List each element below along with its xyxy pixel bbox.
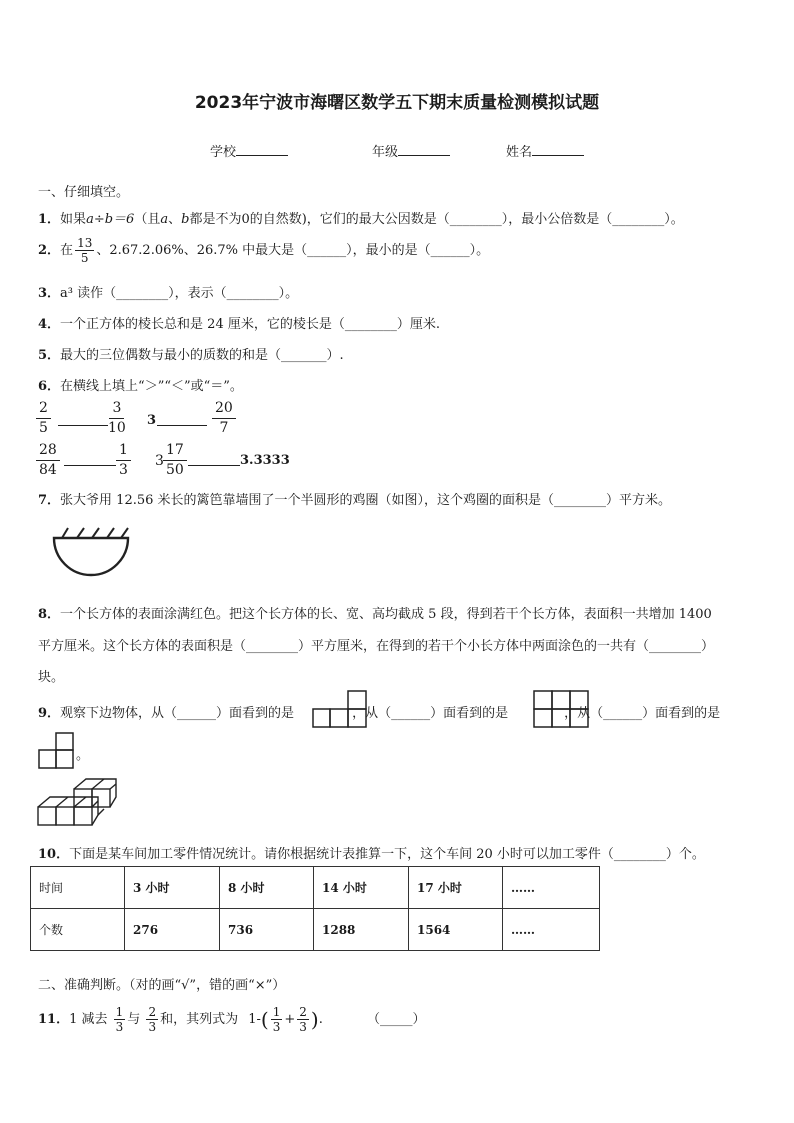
table-cell: 个数 bbox=[31, 909, 125, 951]
question-9: 9．观察下边物体，从（______）面看到的是 ，从（______）面看到的是 ，从（______）面看到的是 bbox=[38, 706, 721, 721]
comparison-blank[interactable] bbox=[157, 425, 207, 426]
comparison-blank[interactable] bbox=[58, 425, 108, 426]
table-cell: 8 小时 bbox=[220, 867, 314, 909]
fraction-20-7: 20 7 bbox=[212, 399, 236, 438]
production-table bbox=[30, 866, 600, 951]
question-5: 5．最大的三位偶数与最小的质数的和是（_______）. bbox=[38, 348, 344, 363]
fraction-17-50: 17 50 bbox=[163, 441, 187, 480]
question-9-end: 。 bbox=[76, 748, 90, 763]
table-cell: 736 bbox=[220, 909, 314, 951]
grade-label: 年级 bbox=[372, 145, 399, 160]
fraction-13-5: $\frac{13}{5}$ bbox=[77, 236, 93, 265]
comparison-blank[interactable] bbox=[188, 465, 240, 466]
question-7: 7．张大爷用 12.56 米长的篱笆靠墙围了一个半圆形的鸡圈（如图），这个鸡圈的面积是（________）平方米。 bbox=[38, 493, 672, 508]
question-8-line3: 块。 bbox=[38, 670, 65, 685]
view-shape-3 bbox=[38, 732, 78, 770]
table-cell: 3 小时 bbox=[125, 867, 220, 909]
grade-field[interactable] bbox=[372, 141, 450, 160]
comparison-blank[interactable] bbox=[64, 465, 116, 466]
answer-blank[interactable]: （_____） bbox=[367, 1012, 426, 1027]
name-label: 姓名 bbox=[506, 145, 533, 160]
view-shape-1 bbox=[312, 690, 368, 728]
semicircle-pen-figure bbox=[48, 522, 134, 584]
fraction-28-84: 28 84 bbox=[36, 441, 60, 480]
table-row bbox=[31, 867, 600, 909]
question-10: 10．下面是某车间加工零件情况统计。请你根据统计表推算一下，这个车间 20 小时可以加工零件（________）个。 bbox=[38, 847, 705, 862]
question-1: 1．如果a÷b＝6（且a、b都是不为0的自然数)，它们的最大公因数是（________），最小公倍数是（________）。 bbox=[38, 212, 684, 227]
cube-stack-figure bbox=[36, 777, 120, 827]
whole-number-3: 3 bbox=[147, 413, 157, 428]
name-field[interactable] bbox=[506, 141, 584, 160]
table-cell: …… bbox=[503, 867, 600, 909]
table-cell: 276 bbox=[125, 909, 220, 951]
question-4: 4．一个正方体的棱长总和是 24 厘米，它的棱长是（________）厘米. bbox=[38, 317, 440, 332]
page-title: 2023年宁波市海曙区数学五下期末质量检测模拟试题 bbox=[194, 93, 600, 113]
question-3: 3．a³ 读作（________），表示（________）。 bbox=[38, 286, 299, 301]
decimal-3-3333: 3.3333 bbox=[240, 453, 290, 468]
question-8-line2: 平方厘米。这个长方体的表面积是（________）平方厘米，在得到的若干个小长方体中两面涂色的一共有（________） bbox=[38, 639, 715, 654]
question-2: 2．在 $\frac{13}{5}$ 、2.67.2.06%、26.7% 中最大是（______），最小的是（______）。 bbox=[38, 236, 490, 265]
question-11: 11．1 减去 $\frac{1}{3}$ 与 $\frac{2}{3}$ 和，其列式为 1-( $\frac{1}{3}$ + $\frac{2}{3}$ ). （_____） bbox=[38, 1005, 426, 1034]
fraction-1-3: 1 3 bbox=[116, 441, 131, 480]
view-shape-2 bbox=[533, 690, 591, 728]
section2-heading: 二、准确判断。（对的画“√”，错的画“×”） bbox=[38, 978, 286, 993]
table-cell: …… bbox=[503, 909, 600, 951]
table-cell: 17 小时 bbox=[409, 867, 503, 909]
school-field[interactable] bbox=[210, 141, 288, 160]
section1-heading: 一、仔细填空。 bbox=[38, 185, 130, 200]
question-8-line1: 8．一个长方体的表面涂满红色。把这个长方体的长、宽、高均截成 5 段，得到若干个长方体，表面积一共增加 1400 bbox=[38, 607, 712, 622]
table-cell: 14 小时 bbox=[314, 867, 409, 909]
table-cell: 时间 bbox=[31, 867, 125, 909]
table-row bbox=[31, 909, 600, 951]
mixed-number-whole: 3 bbox=[155, 453, 164, 469]
table-cell: 1288 bbox=[314, 909, 409, 951]
fraction-3-10: 3 10 bbox=[108, 400, 126, 436]
fraction-2-5: 2 5 bbox=[36, 399, 51, 438]
question-6: 6．在横线上填上“＞”“＜”或“＝”。 bbox=[38, 379, 243, 394]
school-label: 学校 bbox=[210, 145, 237, 160]
table-cell: 1564 bbox=[409, 909, 503, 951]
